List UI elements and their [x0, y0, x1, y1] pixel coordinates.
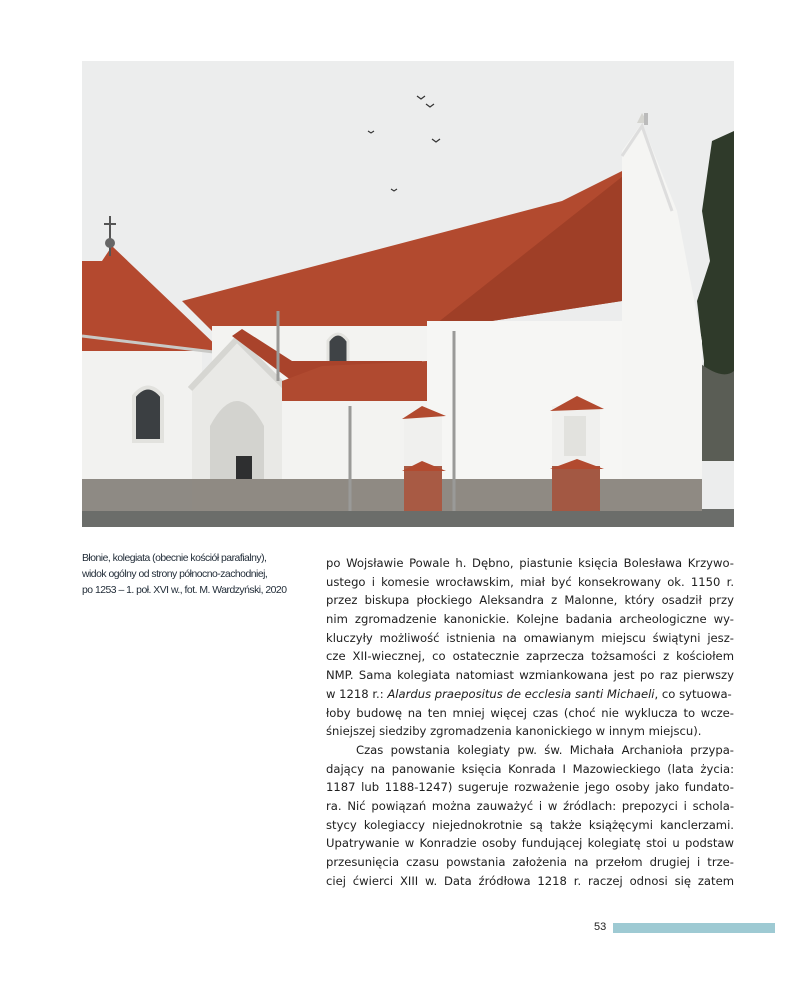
- caption-line: widok ogólny od strony północno-zachodniej,: [82, 569, 268, 580]
- text-line: [326, 685, 734, 704]
- text-segment: w 1218 r.:: [326, 686, 384, 701]
- page-accent-bar: [613, 923, 775, 933]
- text-line: ustego i komesie wrocławskim, miał być konsekrowany ok. 1150 r.: [326, 574, 734, 589]
- text-line: przesunięcia czasu powstania założenia na przełom drugiej i trze-: [326, 855, 734, 869]
- body-text: [326, 554, 734, 890]
- text-line: kluczyły możliwość istnienia na omawianym miejscu świątyni jesz-: [326, 630, 734, 645]
- text-line: Czas powstania kolegiaty pw. św. Michała Archanioła przypa-: [356, 742, 734, 757]
- text-line: Upatrywanie w Konradzie osoby fundującej kolegiatę stoi u podstaw: [326, 836, 734, 851]
- church-photograph: [82, 61, 734, 527]
- page-number: 53: [594, 921, 607, 933]
- text-line: przez biskupa płockiego Aleksandra z Malonne, który osadził przy: [326, 593, 734, 608]
- latin-quote: Alardus praepositus de ecclesia santi Michaeli: [387, 686, 655, 701]
- text-line: ciej ćwierci XIII w. Data źródłowa 1218 r. raczej odnosi się zatem: [326, 873, 734, 888]
- text-line: stycy kolegiaccy niejednokrotnie są także książęcymi kanclerzami.: [326, 817, 734, 832]
- text-segment: , co sytuowa-: [654, 686, 732, 701]
- text-line: NMP. Sama kolegiata natomiast wzmiankowana jest po raz pierwszy: [326, 668, 734, 683]
- caption-line: po 1253 – 1. poł. XVI w., fot. M. Wardzyński, 2020: [82, 585, 287, 596]
- text-line: 1187 lub 1188-1247) sugeruje rozważenie jego osoby jako fundato-: [326, 780, 734, 795]
- text-line: dający na panowanie księcia Konrada I Mazowieckiego (lata życia:: [326, 761, 734, 776]
- text-line: śniejszej siedziby zgromadzenia kanonickiego w innym miejscu).: [326, 724, 702, 739]
- text-line: ra. Nić powiązań można zauważyć i w źródlach: prepozyci i schola-: [326, 798, 734, 813]
- text-line: nim zgromadzenie kanonickie. Kolejne badania archeologiczne wy-: [326, 612, 734, 627]
- text-line: łoby budowę na ten mniej więcej czas (choć nie wyklucza to wcze-: [326, 705, 734, 720]
- photo-caption: [82, 551, 294, 599]
- caption-line: Błonie, kolegiata (obecnie kościół parafialny),: [82, 553, 267, 564]
- text-line: po Wojsławie Powale h. Dębno, piastunie księcia Bolesława Krzywo-: [326, 556, 734, 570]
- text-line: cze XII-wiecznej, co ostatecznie zaprzecza tożsamości z kościołem: [326, 649, 734, 664]
